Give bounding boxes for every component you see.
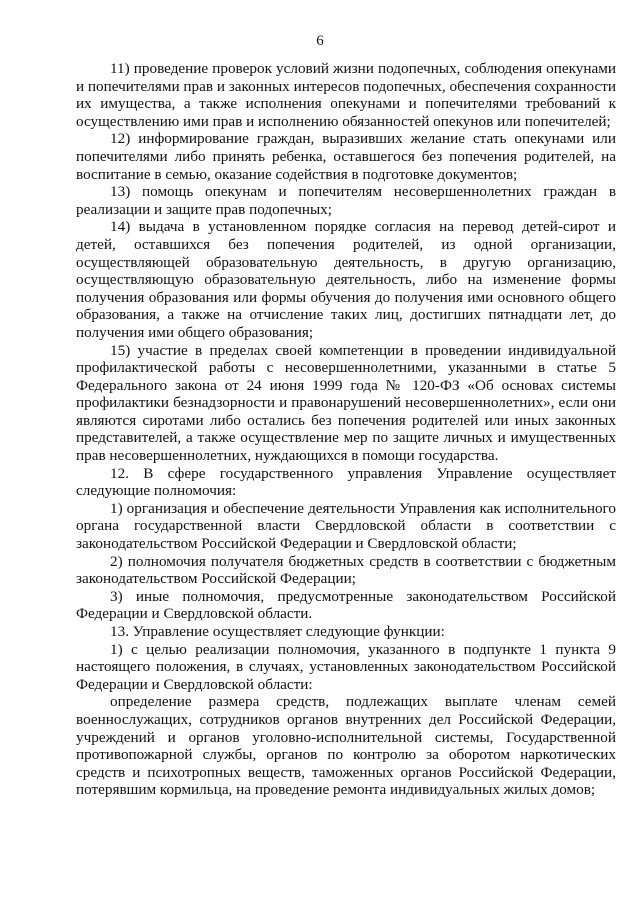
paragraph-item-11: 11) проведение проверок условий жизни подопечных, соблюдения опекунами и попечителями прав и законных интересов подопечных, обеспечения сохранности их имущества, а также исполнения опекунами и попечителями требований к осуществлению ими прав и исполнению обязанностей опекунов или попечителей; (76, 60, 616, 130)
section-12-item-2: 2) полномочия получателя бюджетных средств в соответствии с бюджетным законодательством Российской Федерации; (76, 552, 616, 588)
page-number: 6 (316, 33, 324, 49)
paragraph-item-13: 13) помощь опекунам и попечителям несовершеннолетних граждан в реализации и защите прав подопечных; (76, 183, 616, 218)
section-12-item-3: 3) иные полномочия, предусмотренные законодательством Российской Федерации и Свердловской области. (76, 587, 616, 623)
section-12-item-1: 1) организация и обеспечение деятельности Управления как исполнительного органа государственной власти Свердловской области в соответствии с законодательством Российской Федерации и Свердловской области; (76, 499, 616, 553)
section-13-item-1-detail: определение размера средств, подлежащих выплате членам семей военнослужащих, сотрудников органов внутренних дел Российской Федерации, учреждений и органов уголовно-исполнительной системы, Государственной противопожарной службы, органов по контролю за оборотом наркотических средств и психотропных веществ, таможенных органов Российской Федерации, потерявшим кормильца, на проведение ремонта индивидуальных жилых домов; (76, 693, 616, 799)
section-12-heading: 12. В сфере государственного управления Управление осуществляет следующие полномочия: (76, 464, 616, 500)
paragraph-item-14: 14) выдача в установленном порядке согласия на перевод детей-сирот и детей, оставшихся без попечения родителей, из одной организации, осуществляющей образовательную деятельность, в другую организацию, осуществляющую образовательную деятельность, либо на изменение формы получения образования или формы обучения до получения ими основного общего образования, а также на отчисление таких лиц, достигших пятнадцати лет, до получения ими общего образования; (76, 218, 616, 341)
document-body (76, 60, 616, 799)
section-13-item-1: 1) с целью реализации полномочия, указанного в подпункте 1 пункта 9 настоящего положения, в случаях, установленных законодательством Российской Федерации и Свердловской области: (76, 640, 616, 693)
section-13-heading: 13. Управление осуществляет следующие функции: (110, 623, 445, 640)
paragraph-item-12: 12) информирование граждан, выразивших желание стать опекунами или попечителями либо принять ребенка, оставшегося без попечения родителей, на воспитание в семью, оказание содействия в подготовке документов; (76, 130, 616, 183)
paragraph-item-15: 15) участие в пределах своей компетенции в проведении индивидуальной профилактической работы с несовершеннолетними, указанными в статье 5 Федерального закона от 24 июня 1999 года № 120-ФЗ «Об основах системы профилактики безнадзорности и правонарушений несовершеннолетних», если они являются сиротами либо остались без попечения родителей или иных законных представителей, а также осуществление мер по защите личных и имущественных прав несовершеннолетних, нуждающихся в помощи государства. (76, 341, 616, 465)
